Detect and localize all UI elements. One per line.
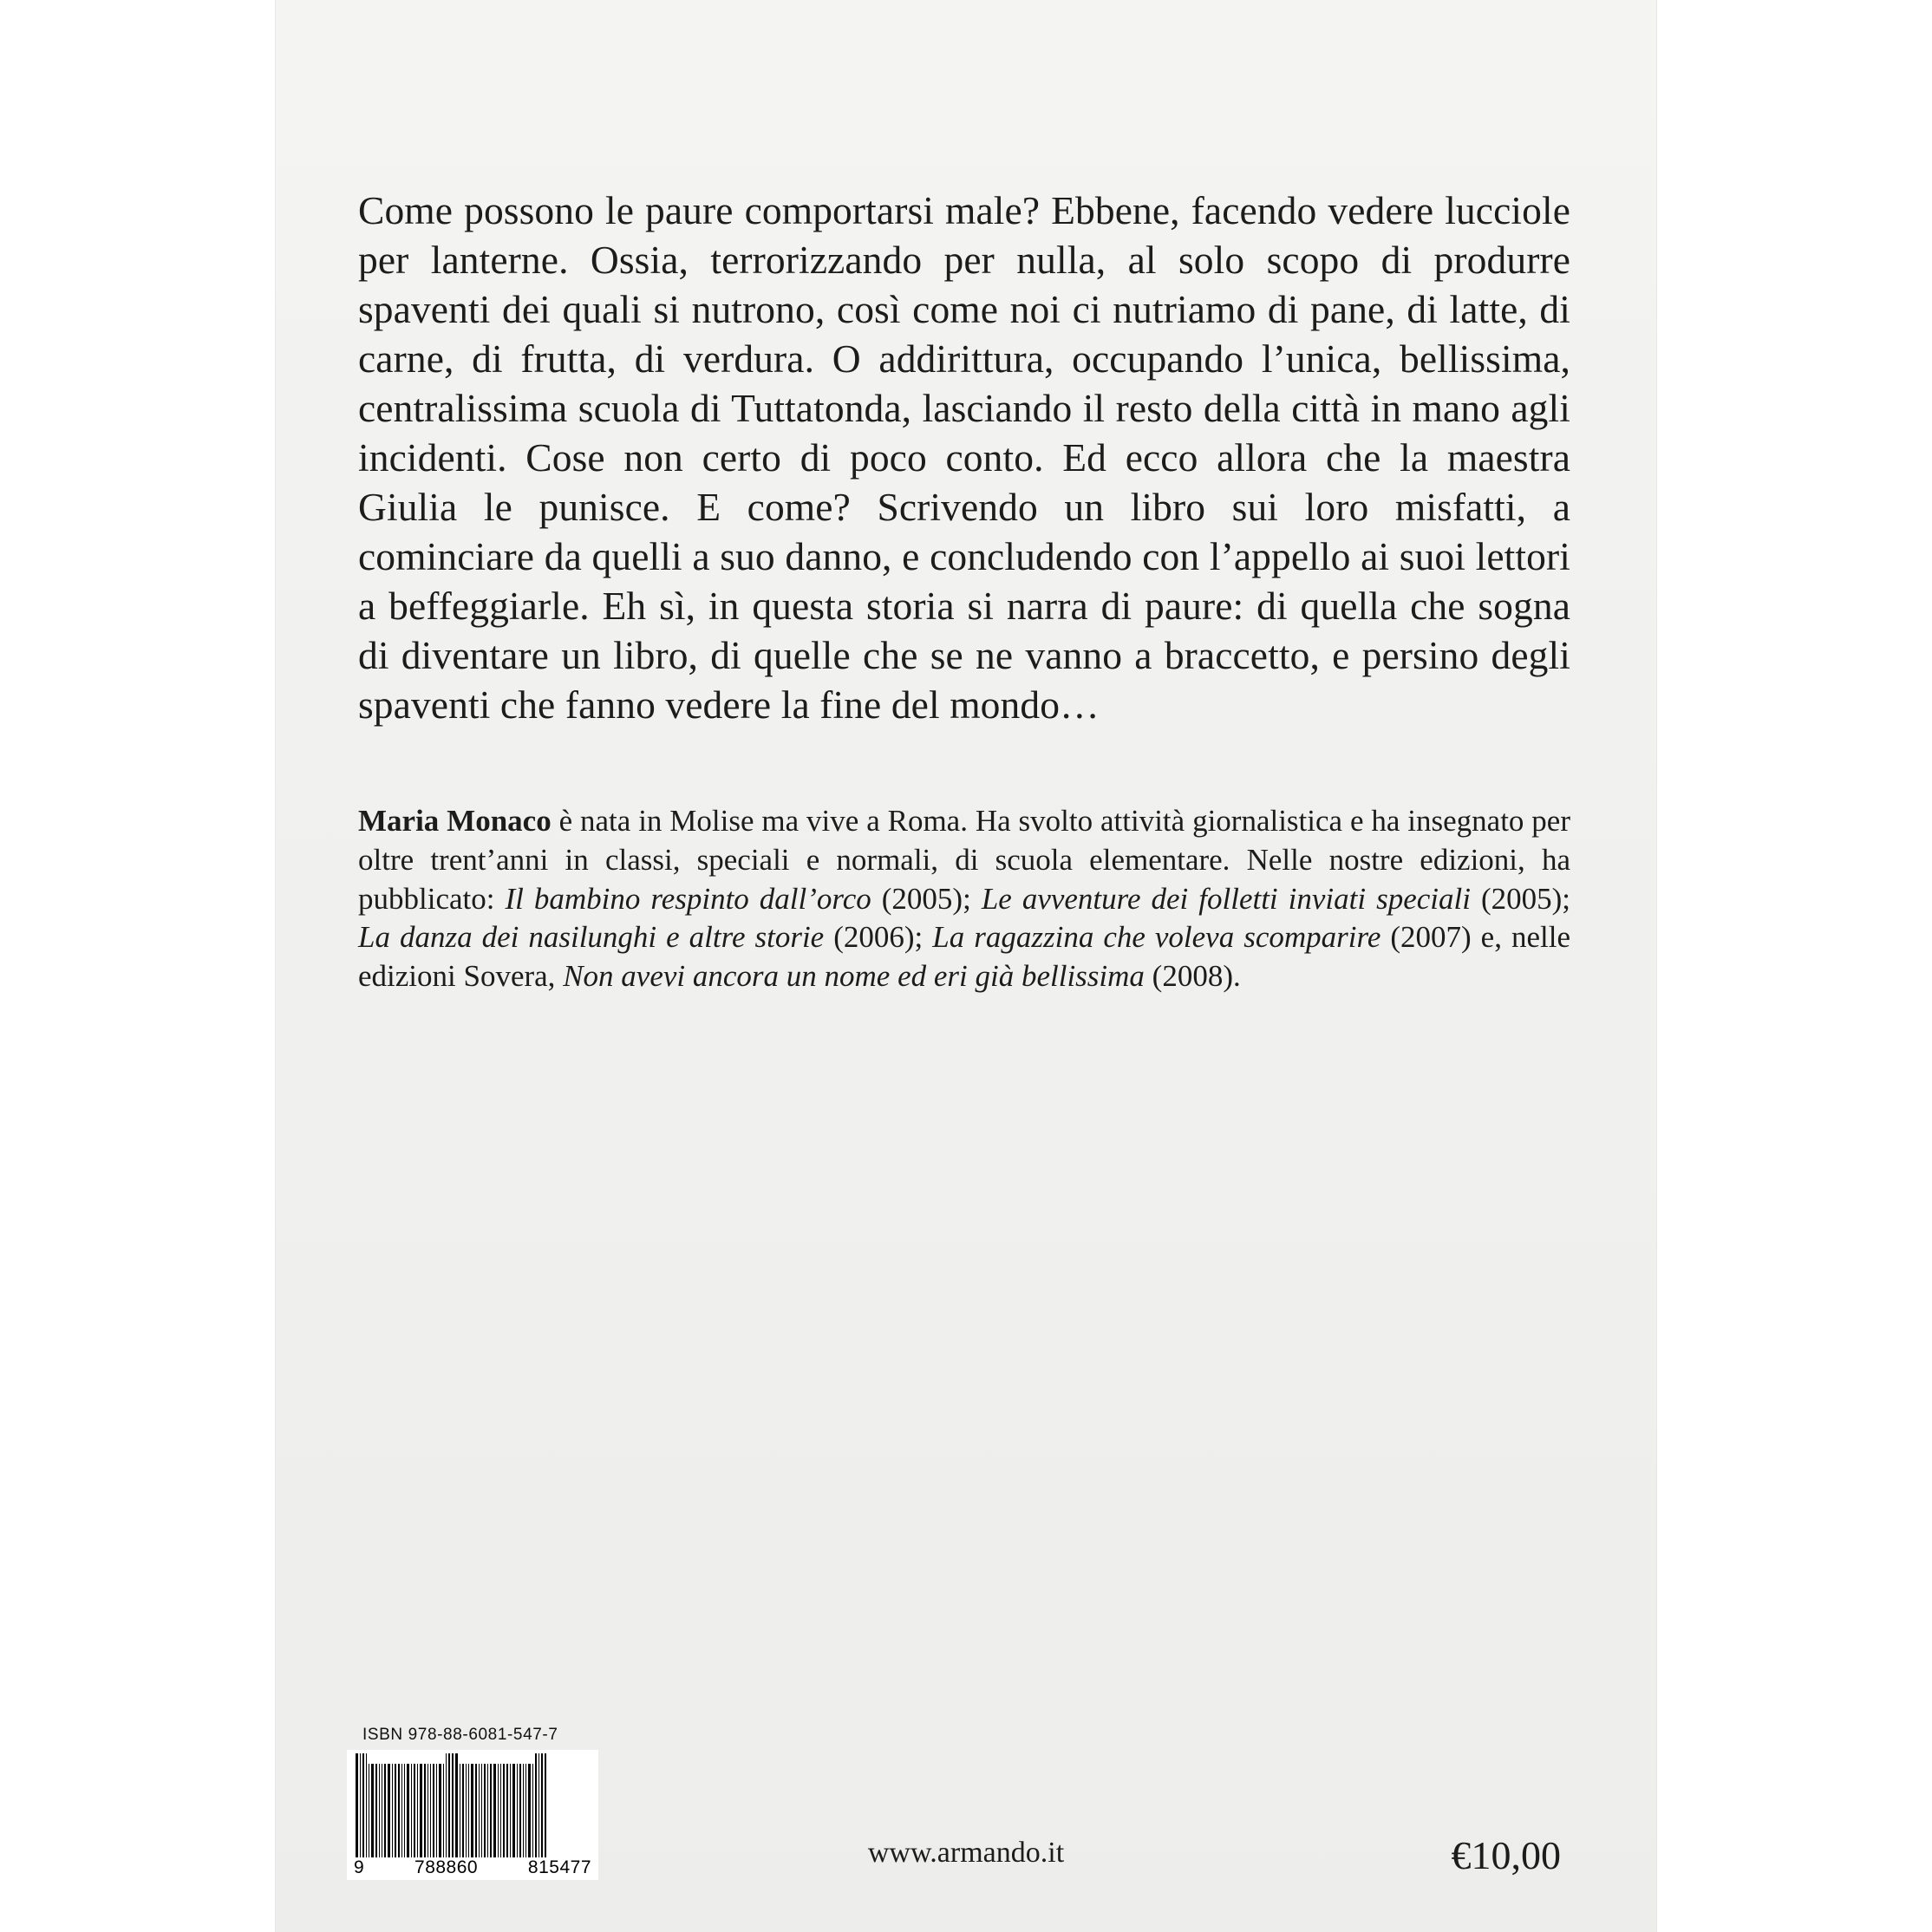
bio-title-4: La ragazzina che voleva scomparire [932,920,1381,955]
barcode-digit-left: 9 [354,1857,365,1877]
author-name: Maria Monaco [358,804,552,838]
bio-title-1: Il bambino respinto dall’orco [505,881,871,916]
author-bio [358,802,1570,996]
book-back-cover-page [276,0,1656,1932]
bio-title-5: Non avevi ancora un nome ed eri già bellissima [563,959,1145,994]
cover-content [276,0,1656,1932]
barcode-digits-right: 815477 [527,1857,591,1877]
bio-sep-2: (2005); [1470,881,1570,916]
bio-title-2: Le avventure dei folletti inviati speciali [981,881,1471,916]
bio-sep-5: (2008). [1144,959,1241,994]
bio-sep-1: (2005); [871,881,982,916]
bio-sep-3: (2006); [824,920,933,955]
bio-title-3: La danza dei nasilunghi e altre storie [358,920,825,955]
publisher-url: www.armando.it [867,1837,1065,1869]
price-label: €10,00 [1451,1833,1561,1877]
bio-part-1: è nata in Molise ma vive a Roma. Ha svolto attività giornalistica e ha insegnato per oltre trent’anni in classi, speciali e normali, di scuola elementare. Nelle nostre edizioni, ha pubblicato: [358,804,1571,916]
barcode-digits-center: 788860 [414,1857,479,1877]
isbn-label: ISBN 978-88-6081-547-7 [362,1726,558,1744]
blurb-text: Come possono le paure comportarsi male? Ebbene, facendo vedere lucciole per lanterne. Ossia, terrorizzando per nulla, al solo scopo di produrre spaventi dei quali si nutrono, così come noi ci nutriamo di pane, di latte, di carne, di frutta, di verdura. O addirittura, occupando l’unica, bellissima, centralissima scuola di Tuttatonda, lasciando il resto della città in mano agli incidenti. Cose non certo di poco conto. Ed ecco allora che la maestra Giulia le punisce. E come? Scrivendo un libro sui loro misfatti, a cominciare da quelli a suo danno, e concludendo con l’appello ai suoi lettori a beffeggiarle. Eh sì, in questa storia si narra di paure: di quella che sogna di diventare un libro, di quelle che se ne vanno a braccetto, e persino degli spaventi che fanno vedere la fine del mondo… [358,187,1570,728]
bio-sep-4: (2007) e, nelle edizioni Sovera, [358,920,1570,994]
